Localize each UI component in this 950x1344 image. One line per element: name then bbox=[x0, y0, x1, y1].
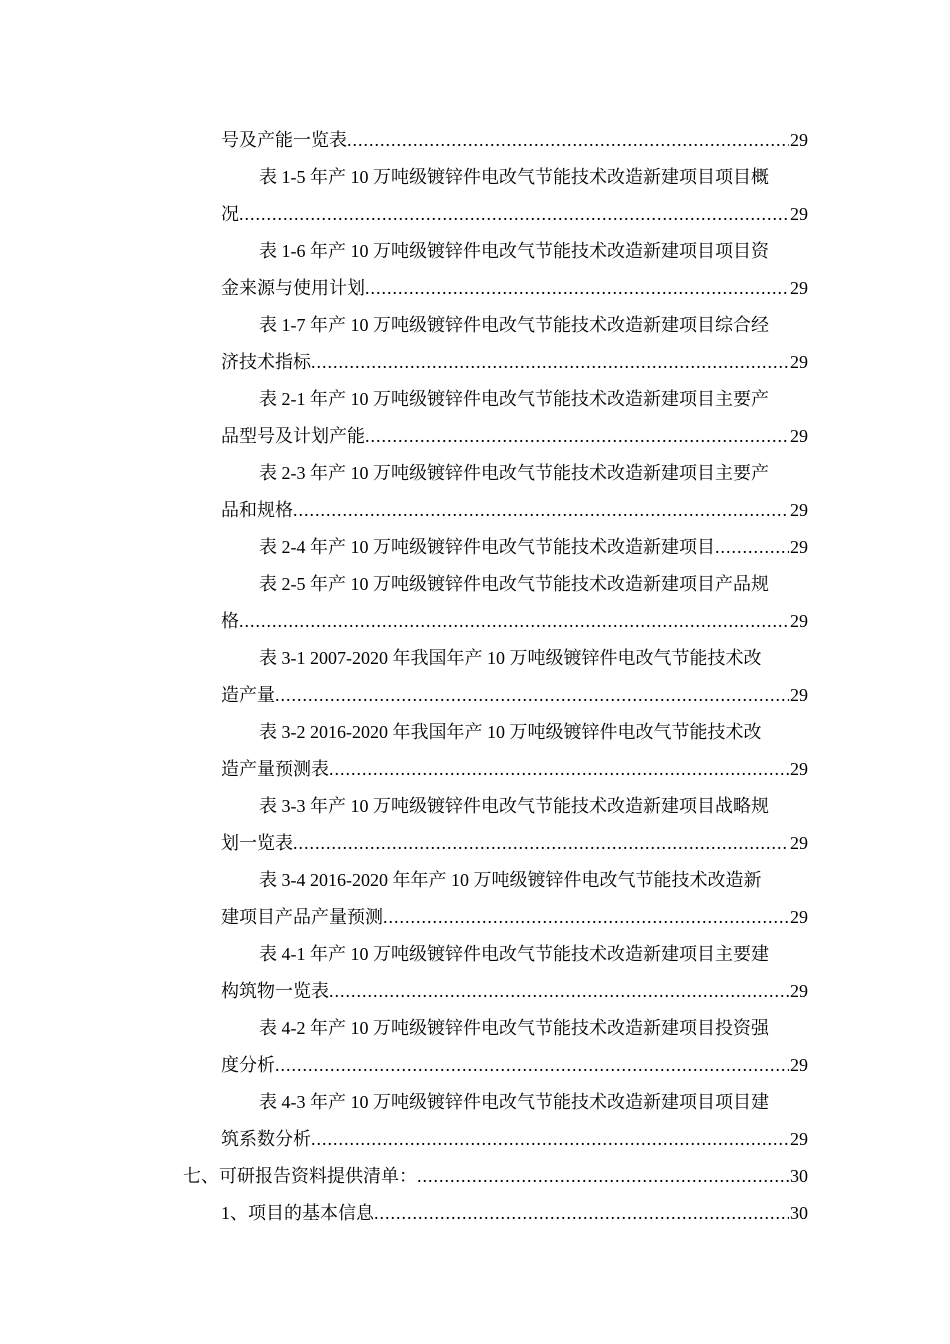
toc-page-number: 29 bbox=[790, 1055, 808, 1075]
toc-entry[interactable] bbox=[221, 344, 808, 381]
toc-entry-first-line[interactable] bbox=[221, 307, 808, 344]
toc-entry[interactable] bbox=[221, 122, 808, 159]
toc-entry[interactable] bbox=[221, 603, 808, 640]
toc-leader-dots bbox=[365, 418, 789, 455]
toc-entry[interactable] bbox=[221, 1121, 808, 1158]
toc-leader-dots bbox=[365, 270, 789, 307]
toc-page-number: 29 bbox=[790, 1129, 808, 1149]
toc-page-number: 29 bbox=[790, 278, 808, 298]
toc-leader-dots bbox=[311, 344, 789, 381]
toc-leader-dots bbox=[383, 899, 789, 936]
toc-entry[interactable] bbox=[221, 751, 808, 788]
toc-leader-dots bbox=[715, 529, 789, 566]
toc-leader-dots bbox=[347, 122, 789, 159]
toc-entry-first-line[interactable] bbox=[221, 862, 808, 899]
toc-entry-text: 1、项目的基本信息 bbox=[221, 1203, 374, 1223]
toc-entry-first-line[interactable] bbox=[221, 1084, 808, 1121]
toc-entry[interactable] bbox=[221, 973, 808, 1010]
toc-page-number: 29 bbox=[790, 611, 808, 631]
toc-entry-text: 表 1-5 年产 10 万吨级镀锌件电改气节能技术改造新建项目项目概 bbox=[259, 167, 769, 187]
toc-leader-dots bbox=[374, 1195, 789, 1232]
toc-page-number: 29 bbox=[790, 352, 808, 372]
toc-entry-text: 格 bbox=[221, 611, 239, 631]
toc-entry-text: 造产量 bbox=[221, 685, 275, 705]
toc-page-number: 30 bbox=[790, 1203, 808, 1223]
toc-entry-text: 构筑物一览表 bbox=[221, 981, 329, 1001]
toc-entry[interactable] bbox=[221, 1047, 808, 1084]
toc-page-number: 29 bbox=[790, 130, 808, 150]
toc-entry[interactable] bbox=[221, 270, 808, 307]
toc-entry-first-line[interactable] bbox=[221, 159, 808, 196]
toc-entry-text: 表 1-6 年产 10 万吨级镀锌件电改气节能技术改造新建项目项目资 bbox=[259, 241, 769, 261]
toc-page-number: 29 bbox=[790, 907, 808, 927]
toc-entry-first-line[interactable] bbox=[221, 1010, 808, 1047]
toc-entry-text: 表 2-3 年产 10 万吨级镀锌件电改气节能技术改造新建项目主要产 bbox=[259, 463, 769, 483]
toc-entry[interactable] bbox=[221, 529, 808, 566]
toc-entry-text: 表 3-4 2016-2020 年年产 10 万吨级镀锌件电改气节能技术改造新 bbox=[259, 870, 762, 890]
toc-entry-text: 表 3-3 年产 10 万吨级镀锌件电改气节能技术改造新建项目战略规 bbox=[259, 796, 769, 816]
toc-leader-dots bbox=[417, 1158, 789, 1195]
toc-page-number: 29 bbox=[790, 426, 808, 446]
toc-entry-text: 况 bbox=[221, 204, 239, 224]
toc-page-number: 29 bbox=[790, 685, 808, 705]
toc-entry[interactable] bbox=[221, 677, 808, 714]
toc-entry-text: 表 2-5 年产 10 万吨级镀锌件电改气节能技术改造新建项目产品规 bbox=[259, 574, 769, 594]
toc-entry-first-line[interactable] bbox=[221, 714, 808, 751]
toc-leader-dots bbox=[275, 1047, 789, 1084]
toc-entry-section[interactable] bbox=[183, 1158, 808, 1195]
toc-leader-dots bbox=[293, 492, 789, 529]
toc-entry-text: 济技术指标 bbox=[221, 352, 311, 372]
toc-entry-text: 表 4-3 年产 10 万吨级镀锌件电改气节能技术改造新建项目项目建 bbox=[259, 1092, 769, 1112]
toc-entry[interactable] bbox=[221, 825, 808, 862]
toc-entry-text: 表 3-2 2016-2020 年我国年产 10 万吨级镀锌件电改气节能技术改 bbox=[259, 722, 762, 742]
toc-leader-dots bbox=[329, 751, 789, 788]
toc-entry-text: 金来源与使用计划 bbox=[221, 278, 365, 298]
toc-entry-text: 表 4-2 年产 10 万吨级镀锌件电改气节能技术改造新建项目投资强 bbox=[259, 1018, 769, 1038]
toc-entry[interactable] bbox=[221, 418, 808, 455]
toc-entry-first-line[interactable] bbox=[221, 233, 808, 270]
toc-page-number: 29 bbox=[790, 537, 808, 557]
toc-page-number: 29 bbox=[790, 500, 808, 520]
toc-entry-text: 表 3-1 2007-2020 年我国年产 10 万吨级镀锌件电改气节能技术改 bbox=[259, 648, 762, 668]
toc-page-number: 29 bbox=[790, 204, 808, 224]
toc-entry-text: 品型号及计划产能 bbox=[221, 426, 365, 446]
toc-entry-text: 表 2-4 年产 10 万吨级镀锌件电改气节能技术改造新建项目 bbox=[259, 537, 715, 557]
toc-leader-dots bbox=[329, 973, 789, 1010]
toc-entry-text: 划一览表 bbox=[221, 833, 293, 853]
toc-entry[interactable] bbox=[221, 899, 808, 936]
toc-entry-text: 建项目产品产量预测 bbox=[221, 907, 383, 927]
toc-leader-dots bbox=[293, 825, 789, 862]
toc-entry-first-line[interactable] bbox=[221, 566, 808, 603]
toc-entry-text: 号及产能一览表 bbox=[221, 130, 347, 150]
toc-page-number: 30 bbox=[790, 1166, 808, 1186]
toc-entry-text: 品和规格 bbox=[221, 500, 293, 520]
toc-page-number: 29 bbox=[790, 759, 808, 779]
toc-entry-text: 表 1-7 年产 10 万吨级镀锌件电改气节能技术改造新建项目综合经 bbox=[259, 315, 769, 335]
toc-entry-text: 筑系数分析 bbox=[221, 1129, 311, 1149]
toc-entry-first-line[interactable] bbox=[221, 936, 808, 973]
toc-entry[interactable] bbox=[221, 492, 808, 529]
toc-entry-text: 造产量预测表 bbox=[221, 759, 329, 779]
toc-page-number: 29 bbox=[790, 981, 808, 1001]
toc-entry-first-line[interactable] bbox=[221, 381, 808, 418]
toc-leader-dots bbox=[239, 603, 789, 640]
toc-entry-text: 度分析 bbox=[221, 1055, 275, 1075]
toc-entry-first-line[interactable] bbox=[221, 640, 808, 677]
toc-entry-first-line[interactable] bbox=[221, 788, 808, 825]
toc-entry-text: 表 2-1 年产 10 万吨级镀锌件电改气节能技术改造新建项目主要产 bbox=[259, 389, 769, 409]
toc-entry[interactable] bbox=[221, 196, 808, 233]
toc-entry-text: 表 4-1 年产 10 万吨级镀锌件电改气节能技术改造新建项目主要建 bbox=[259, 944, 769, 964]
toc-leader-dots bbox=[239, 196, 789, 233]
toc-entry-text: 七、可研报告资料提供清单： bbox=[183, 1166, 417, 1186]
toc-entry-first-line[interactable] bbox=[221, 455, 808, 492]
table-of-contents bbox=[183, 122, 808, 1232]
toc-leader-dots bbox=[311, 1121, 789, 1158]
toc-leader-dots bbox=[275, 677, 789, 714]
toc-page-number: 29 bbox=[790, 833, 808, 853]
toc-entry-subsection[interactable] bbox=[221, 1195, 808, 1232]
